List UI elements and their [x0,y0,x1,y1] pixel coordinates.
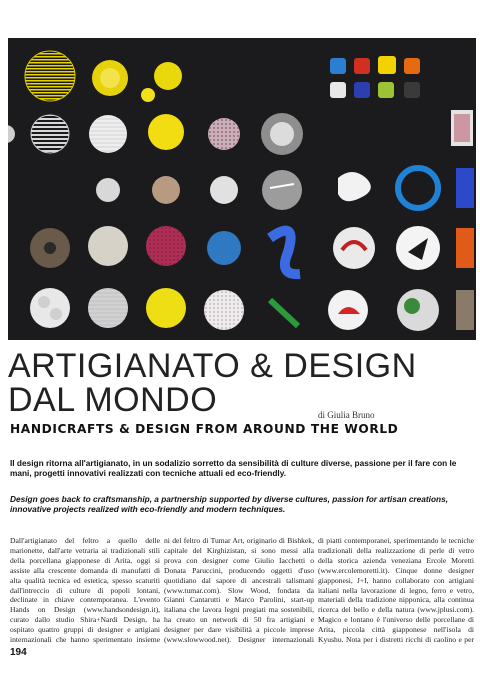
hero-photo-plates [8,38,476,340]
lead-paragraph-italian: Il design ritorna all'artigianato, in un sodalizio sorretto da sensibilità di culture diverse, passione per il fare con le mani, progetti innovativi realizzati con tecniche attuali ed eco-friendly. [10,458,457,479]
lead-paragraph-english: Design goes back to craftsmanship, a partnership supported by diverse cultures, passion for artisan creations, innovative projects realized with eco-friendly and modern techniques. [10,494,449,515]
article-subtitle: HANDICRAFTS & DESIGN FROM AROUND THE WORLD [10,422,399,436]
article-byline: di Giulia Bruno [318,410,375,420]
body-column-2: ni del feltro di Tumar Art, originario di Bishkek, capitale del Kirghizistan, si sono messi alla prova con designer come Giulio Iacchetti o Donata Paruccini, producendo oggetti d'uso quotidiano dal sapore di ancestrali talismani (www.tumar.com). Slow Wood, fondata da Gianni Cantarutti e Marco Parolini, start-up italiana che lavora legni pregiati ma sostenibili, ha creato un network di 50 fra artigiani e designer per dare visibilità a piccole imprese (www.slowwood.net). Designer internazionali [164,536,314,645]
page-number: 194 [10,647,27,658]
article-title-line2: DAL MONDO [8,381,218,419]
article-title [8,349,468,417]
article-title-line1: ARTIGIANATO & DESIGN [8,347,417,385]
body-column-1: Dall'artigianato del feltro a quello delle marionette, dall'arte vetraria ai tradizionali stili della porcellana giapponese di Arita, oggi si assiste alla crescente domanda di manufatti di alta qualità tecnica ed estetica, spesso scaturiti dall'intreccio di culture di popoli lontani, declinate in chiave contemporanea. L'evento Hands on Design (www.handsondesign.it), curato dallo studio Shira+Nardi Design, ha ospitato quattro gruppi di designer e artigiani internazionali che hanno sperimentato insieme [10,536,160,645]
page-top-margin [0,0,480,38]
body-column-3: di piatti contemporanei, sperimentando le tecniche tradizionali della realizzazione di perle di vetro della storica azienda veneziana Ercole Moretti (www.ercolemoretti.it). Cinque donne designer giapponesi, J+I, hanno collaborato con artigiani italiani nella lavorazione di legno, ferro e vetro, materiali della tradizione nipponica, alla continua ricerca del bello e della natura (www.jplusi.com). Magico e lontano è l'universo delle porcellane di Arita, piccola città giapponese nell'isola di Kyushu. Nota per i distretti ricchi di caolino e per [318,536,474,645]
